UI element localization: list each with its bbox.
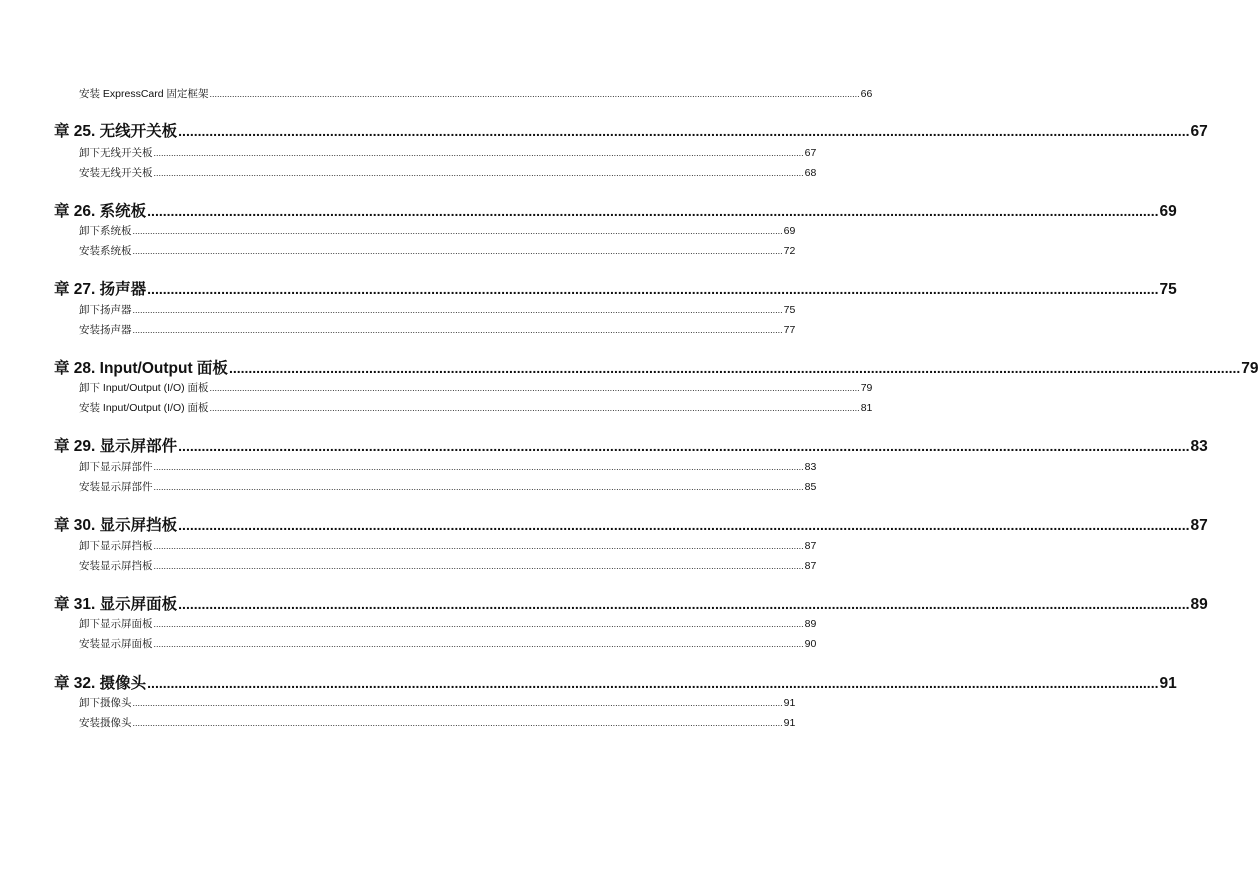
dot-leader: .................................................................................................................................................................................................................................................................... (178, 517, 1190, 533)
toc-entry-title: 安装显示屏面板 (79, 638, 153, 650)
toc-page-number: 83 (1190, 438, 1208, 455)
toc-entry-title: 卸下显示屏面板 (79, 618, 153, 630)
toc-chapter-title: 章 25. 无线开关板 (54, 123, 178, 140)
toc-page-number: 89 (1190, 596, 1208, 613)
toc-chapter-title: 章 27. 扬声器 (54, 281, 147, 298)
dot-leader: .................................................................................................................................................................................................................................................................... (132, 325, 783, 335)
dot-leader: .................................................................................................................................................................................................................................................................... (132, 698, 783, 708)
toc-entry-title: 卸下摄像头 (79, 697, 132, 709)
toc-entry-remove-display-assembly[interactable] (79, 460, 817, 474)
toc-page-number: 91 (1159, 675, 1177, 692)
toc-page-number: 90 (804, 638, 817, 650)
toc-entry-remove-speakers[interactable] (79, 303, 796, 317)
toc-page-number: 79 (860, 382, 873, 394)
dot-leader: .................................................................................................................................................................................................................................................................... (147, 675, 1159, 691)
toc-chapter-28[interactable] (54, 358, 1259, 378)
toc-chapter-title: 章 30. 显示屏挡板 (54, 517, 178, 534)
dot-leader: .................................................................................................................................................................................................................................................................... (153, 168, 804, 178)
dot-leader: .................................................................................................................................................................................................................................................................... (178, 123, 1190, 139)
toc-page-number: 87 (1190, 517, 1208, 534)
toc-entry-remove-wireless-switch-board[interactable] (79, 146, 817, 160)
toc-entry-title: 卸下无线开关板 (79, 147, 153, 159)
toc-entry-title: 卸下扬声器 (79, 304, 132, 316)
toc-chapter-title: 章 31. 显示屏面板 (54, 596, 178, 613)
toc-chapter-30[interactable] (54, 515, 1208, 535)
toc-entry-title: 安装显示屏挡板 (79, 560, 153, 572)
toc-entry-install-display-assembly[interactable] (79, 480, 817, 494)
toc-page-number: 72 (783, 245, 796, 257)
dot-leader: .................................................................................................................................................................................................................................................................... (178, 596, 1190, 612)
dot-leader: .................................................................................................................................................................................................................................................................... (153, 561, 804, 571)
toc-page-number: 81 (860, 402, 873, 414)
toc-entry-remove-camera[interactable] (79, 696, 796, 710)
dot-leader: .................................................................................................................................................................................................................................................................... (153, 482, 804, 492)
toc-entry-install-display-panel[interactable] (79, 637, 817, 651)
toc-entry-title: 卸下显示屏挡板 (79, 540, 153, 552)
dot-leader: .................................................................................................................................................................................................................................................................... (153, 541, 804, 551)
toc-entry-title: 安装扬声器 (79, 324, 132, 336)
toc-chapter-title: 章 26. 系统板 (54, 203, 147, 220)
dot-leader: .................................................................................................................................................................................................................................................................... (153, 462, 804, 472)
toc-entry-remove-display-bezel[interactable] (79, 539, 817, 553)
dot-leader: .................................................................................................................................................................................................................................................................... (153, 619, 804, 629)
toc-page-number: 75 (1159, 281, 1177, 298)
toc-entry-install-io-panel[interactable] (79, 401, 873, 415)
dot-leader: .................................................................................................................................................................................................................................................................... (147, 281, 1159, 297)
toc-page-number: 87 (804, 540, 817, 552)
toc-entry-title: 安装显示屏部件 (79, 481, 153, 493)
toc-page-number: 83 (804, 461, 817, 473)
toc-entry-remove-display-panel[interactable] (79, 617, 817, 631)
toc-entry-install-expresscard-frame[interactable] (79, 87, 873, 101)
toc-chapter-title: 章 29. 显示屏部件 (54, 438, 178, 455)
toc-entry-title: 安装 Input/Output (I/O) 面板 (79, 402, 209, 414)
toc-chapter-title: 章 28. Input/Output 面板 (54, 360, 228, 377)
toc-page-number: 68 (804, 167, 817, 179)
toc-page-number: 87 (804, 560, 817, 572)
dot-leader: .................................................................................................................................................................................................................................................................... (209, 403, 860, 413)
dot-leader: .................................................................................................................................................................................................................................................................... (147, 203, 1159, 219)
toc-page-number: 91 (783, 717, 796, 729)
toc-chapter-29[interactable] (54, 436, 1208, 456)
toc-entry-remove-system-board[interactable] (79, 224, 796, 238)
dot-leader: .................................................................................................................................................................................................................................................................... (228, 360, 1241, 376)
dot-leader: .................................................................................................................................................................................................................................................................... (178, 438, 1190, 454)
toc-page-number: 91 (783, 697, 796, 709)
toc-page-number: 77 (783, 324, 796, 336)
dot-leader: .................................................................................................................................................................................................................................................................... (153, 639, 804, 649)
toc-entry-title: 安装 ExpressCard 固定框架 (79, 88, 209, 100)
toc-entry-title: 卸下 Input/Output (I/O) 面板 (79, 382, 209, 394)
toc-page-number: 69 (1159, 203, 1177, 220)
toc-page-number: 66 (860, 88, 873, 100)
dot-leader: .................................................................................................................................................................................................................................................................... (132, 305, 783, 315)
toc-page-number: 67 (804, 147, 817, 159)
toc-chapter-27[interactable] (54, 279, 1177, 299)
toc-page-number: 69 (783, 225, 796, 237)
toc-entry-title: 安装摄像头 (79, 717, 132, 729)
dot-leader: .................................................................................................................................................................................................................................................................... (132, 226, 783, 236)
toc-page-number: 89 (804, 618, 817, 630)
toc-page-number: 79 (1241, 360, 1259, 377)
toc-entry-install-display-bezel[interactable] (79, 559, 817, 573)
toc-page-number: 85 (804, 481, 817, 493)
toc-entry-remove-io-panel[interactable] (79, 381, 873, 395)
toc-entry-install-wireless-switch-board[interactable] (79, 166, 817, 180)
toc-chapter-26[interactable] (54, 201, 1177, 221)
toc-page-number: 67 (1190, 123, 1208, 140)
dot-leader: .................................................................................................................................................................................................................................................................... (132, 718, 783, 728)
toc-entry-title: 卸下显示屏部件 (79, 461, 153, 473)
toc-entry-title: 安装系统板 (79, 245, 132, 257)
toc-entry-title: 卸下系统板 (79, 225, 132, 237)
toc-page-number: 75 (783, 304, 796, 316)
toc-chapter-title: 章 32. 摄像头 (54, 675, 147, 692)
toc-chapter-25[interactable] (54, 121, 1208, 141)
toc-chapter-32[interactable] (54, 673, 1177, 693)
toc-chapter-31[interactable] (54, 594, 1208, 614)
dot-leader: .................................................................................................................................................................................................................................................................... (209, 383, 860, 393)
dot-leader: .................................................................................................................................................................................................................................................................... (132, 246, 783, 256)
toc-entry-install-camera[interactable] (79, 716, 796, 730)
dot-leader: .................................................................................................................................................................................................................................................................... (153, 148, 804, 158)
toc-entry-title: 安装无线开关板 (79, 167, 153, 179)
toc-entry-install-speakers[interactable] (79, 323, 796, 337)
toc-entry-install-system-board[interactable] (79, 244, 796, 258)
dot-leader: .................................................................................................................................................................................................................................................................... (209, 89, 860, 99)
